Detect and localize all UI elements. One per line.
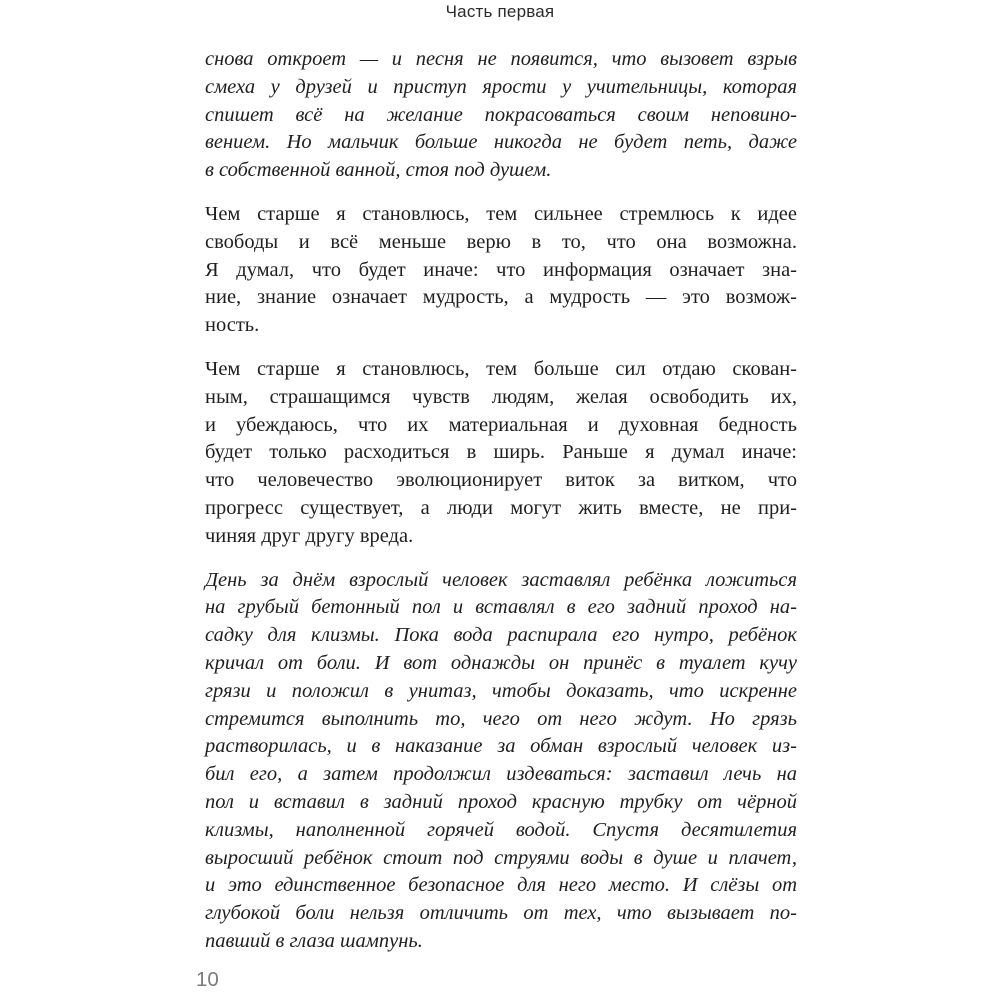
- text-line: растворилась, и в наказание за обман взрослый человек из-: [205, 735, 797, 758]
- paragraph: [205, 201, 797, 340]
- text-line: будет только расходиться в ширь. Раньше я думал иначе:: [205, 441, 797, 464]
- text-line: снова откроет — и песня не появится, что вызовет взрыв: [205, 48, 797, 70]
- text-line: свободы и всё меньше верю в то, что она возможна.: [205, 230, 797, 253]
- text-line: грязи и положил в унитаз, чтобы доказать, что искренне: [205, 679, 797, 702]
- text-line: вением. Но мальчик больше никогда не будет петь, даже: [205, 131, 797, 154]
- text-line: садку для клизмы. Пока вода распирала его нутро, ребёнок: [205, 624, 797, 647]
- text-column: [205, 46, 797, 972]
- text-line: Я думал, что будет иначе: что информация означает зна-: [205, 258, 797, 281]
- text-line: клизмы, наполненной горячей водой. Спустя десятилетия: [205, 818, 797, 841]
- text-line: прогресс существует, а люди могут жить вместе, не при-: [205, 496, 797, 519]
- text-line: выросший ребёнок стоит под струями воды в душе и плачет,: [205, 846, 797, 869]
- text-line: Чем старше я становлюсь, тем сильнее стремлюсь к идее: [205, 202, 797, 225]
- text-line: Чем старше я становлюсь, тем больше сил отдаю скован-: [205, 357, 797, 380]
- text-line: ным, страшащимся чувств людям, желая освободить их,: [205, 385, 797, 408]
- text-line: спишет всё на желание покрасоваться своим неповино-: [205, 103, 797, 126]
- text-line: на грубый бетонный пол и вставлял в его задний проход на-: [205, 596, 797, 619]
- text-line: стремится выполнить то, чего от него ждут. Но грязь: [205, 707, 797, 730]
- text-line: ность.: [205, 314, 260, 337]
- text-line: пол и вставил в задний проход красную трубку от чёрной: [205, 790, 797, 813]
- text-line: в собственной ванной, стоя под душем.: [205, 159, 552, 182]
- text-line: глубокой боли нельзя отличить от тех, что вызывает по-: [205, 902, 797, 925]
- text-line: и это единственное безопасное для него место. И слёзы от: [205, 874, 797, 897]
- text-line: ние, знание означает мудрость, а мудрость — это возмож-: [205, 286, 797, 309]
- text-line: чиняя друг другу вреда.: [205, 524, 414, 547]
- text-line: что человечество эволюционирует виток за витком, что: [205, 469, 797, 492]
- text-line: День за днём взрослый человек заставлял ребёнка ложиться: [205, 568, 797, 591]
- running-header: Часть первая: [445, 2, 555, 21]
- text-line: смеха у друзей и приступ ярости у учительницы, которая: [205, 75, 797, 98]
- paragraph: [205, 356, 797, 551]
- text-line: бил его, а затем продолжил издеваться: заставил лечь на: [205, 763, 797, 786]
- text-line: кричал от боли. И вот однажды он принёс в туалет кучу: [205, 651, 797, 674]
- text-line: и убеждаюсь, что их материальная и духовная бедность: [205, 413, 797, 436]
- text-line: павший в глаза шампунь.: [205, 929, 423, 952]
- paragraph: [205, 46, 797, 185]
- page-number: 10: [196, 968, 219, 991]
- paragraph: [205, 567, 797, 956]
